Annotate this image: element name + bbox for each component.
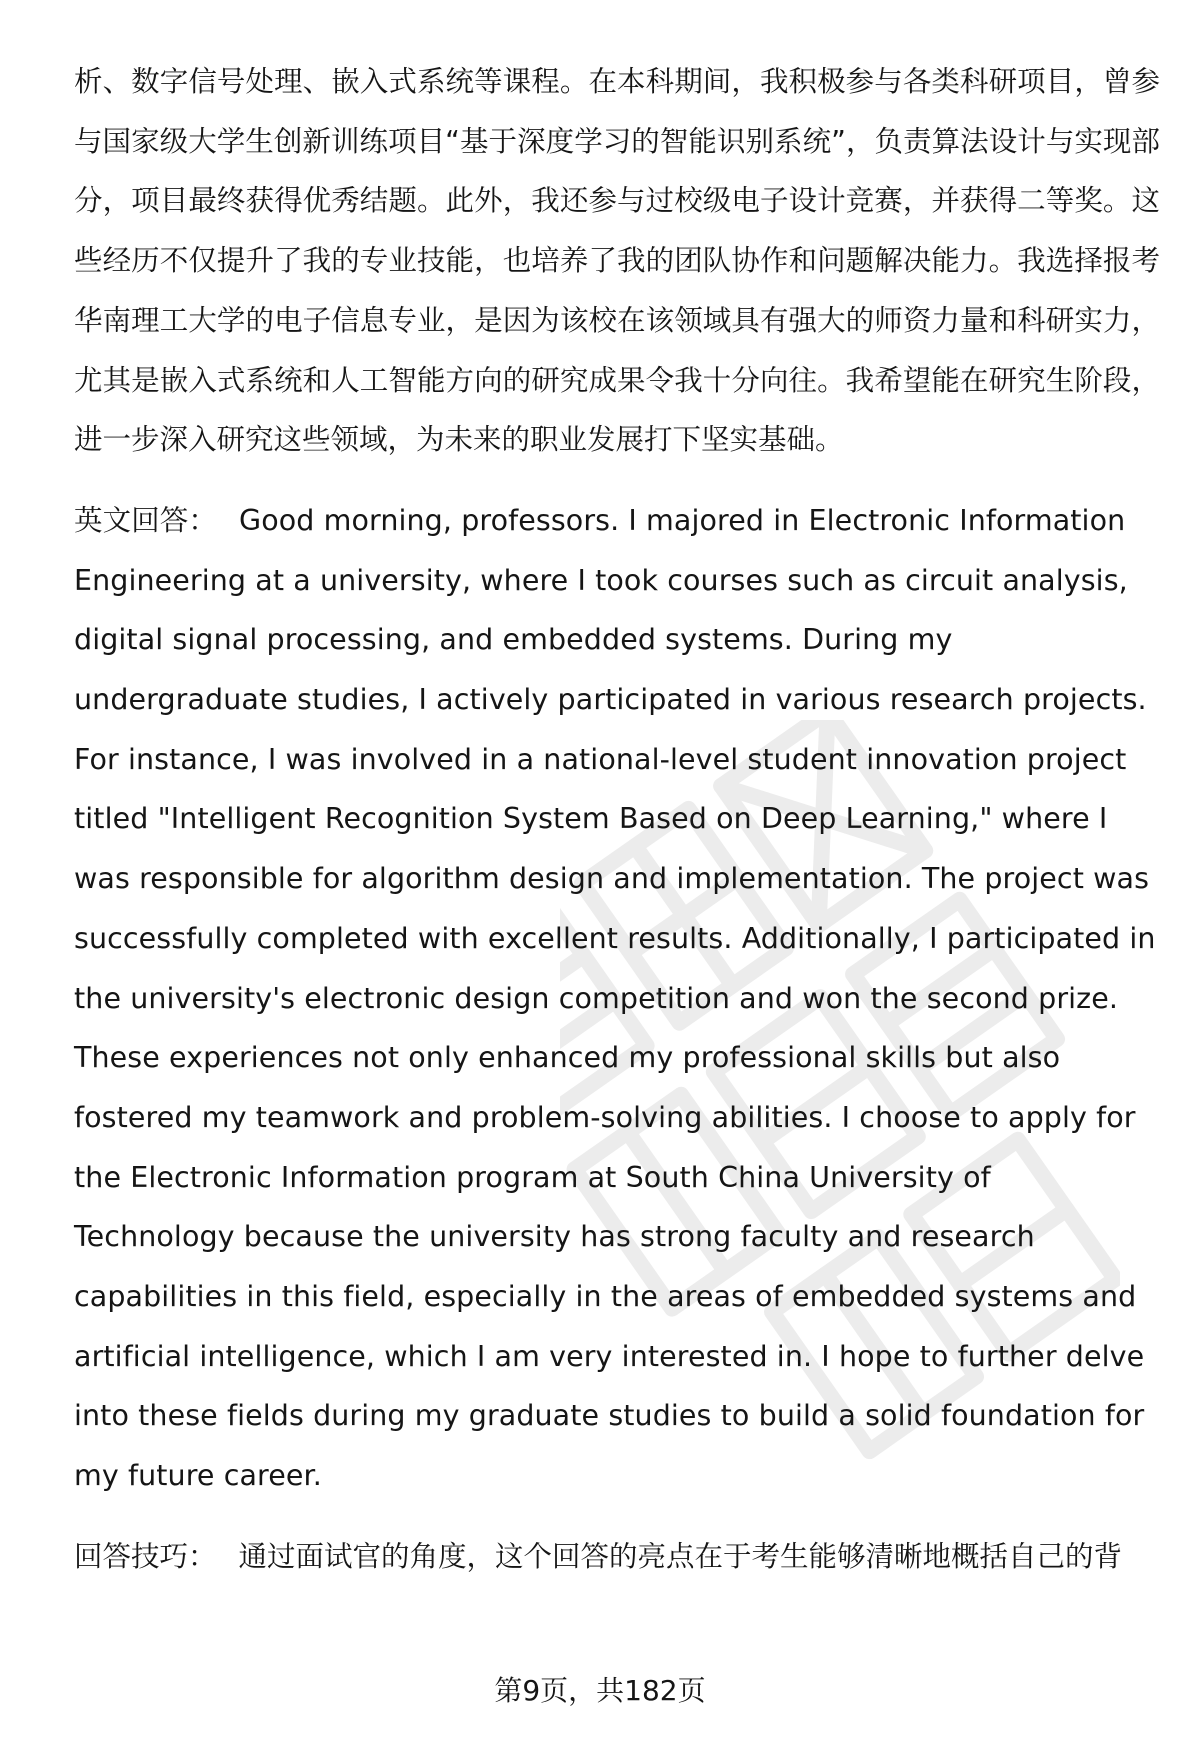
english-answer-text: Good morning, professors. I majored in Electronic Information Engineering at a university, where I took courses such as circuit analysis, digital signal processing, and embedded systems. During my undergraduate studies, I actively participated in various research projects. For instance, I was involved in a national-level student innovation project titled "Intelligent Recognition System Based on Deep Learning," where I was responsible for algorithm design and implementation. The project was successfully completed with excellent results. Additionally, I participated in the university's electronic design competition and won the second prize. These experiences not only enhanced my professional skills but also fostered my teamwork and problem-solving abilities. I choose to apply for the Electronic Information program at South China University of Technology because the university has strong faculty and research capabilities in this field, especially in the areas of embedded systems and artificial intelligence, which I am very interested in. I hope to further delve into these fields during my graduate studies to build a solid foundation for my future career.	[74, 503, 1156, 1493]
english-answer-paragraph	[74, 491, 1160, 1506]
answer-tips-text: 通过面试官的角度，这个回答的亮点在于考生能够清晰地概括自己的背	[238, 1539, 1123, 1573]
answer-tips-label: 回答技巧：	[74, 1539, 217, 1573]
chinese-answer-paragraph: 析、数字信号处理、嵌入式系统等课程。在本科期间，我积极参与各类科研项目，曾参与国家级大学生创新训练项目“基于深度学习的智能识别系统”，负责算法设计与实现部分，项目最终获得优秀结题。此外，我还参与过校级电子设计竞赛，并获得二等奖。这些经历不仅提升了我的专业技能，也培养了我的团队协作和问题解决能力。我选择报考华南理工大学的电子信息专业，是因为该校在该领域具有强大的师资力量和科研实力，尤其是嵌入式系统和人工智能方向的研究成果令我十分向往。我希望能在研究生阶段，进一步深入研究这些领域，为未来的职业发展打下坚实基础。	[74, 65, 1160, 457]
answer-tips-paragraph	[74, 1527, 1160, 1587]
page-number-footer: 第9页，共182页	[494, 1674, 706, 1707]
document-body	[74, 52, 1160, 1587]
english-answer-label: 英文回答：	[74, 503, 218, 537]
